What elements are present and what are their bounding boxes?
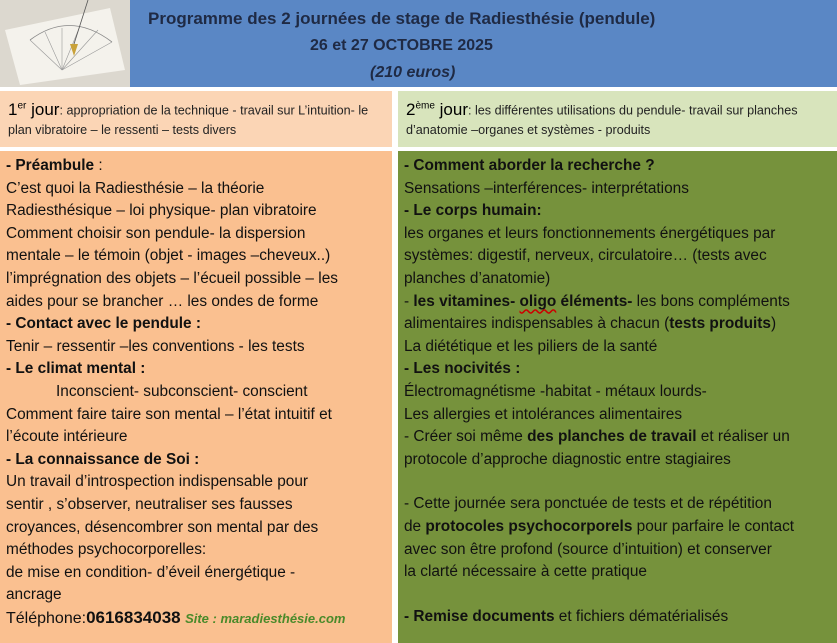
corps-line: systèmes: digestif, nerveux, circulatoire… (tests avec (404, 247, 767, 265)
preambule-line: aides pour se brancher … les ondes de forme (6, 292, 319, 310)
soi-line: croyances, désencombrer son mental par des (6, 518, 319, 536)
contact-info (6, 607, 386, 631)
climat-line: Inconscient- subconscient- conscient (56, 382, 308, 400)
soi-line: ancrage (6, 586, 62, 604)
section-corps-title: - Le corps humain: (404, 202, 542, 220)
spacer (404, 584, 831, 606)
preambule-line: C’est quoi la Radiesthésie – la théorie (6, 179, 265, 197)
soi-line: sentir , s’observer, neutraliser ses fausses (6, 495, 293, 513)
pendulum-chart-image (0, 0, 130, 87)
header-banner (130, 0, 837, 87)
spacer (404, 471, 831, 493)
journee-line: avec son être profond (source d’intuition) et conserver (404, 540, 772, 558)
program-price: (210 euros) (370, 64, 456, 81)
day1-header (0, 91, 392, 147)
journee-line: - Cette journée sera ponctuée de tests et de répétition (404, 495, 772, 513)
section-climat-title: - Le climat mental : (6, 360, 146, 378)
nocivites-line: Les allergies et intolérances alimentaires (404, 405, 683, 423)
contact-line: Tenir – ressentir –les conventions - les tests (6, 337, 305, 355)
remise-line: - Remise documents et fichiers dématérialisés (404, 607, 729, 625)
vitamines-line: - les vitamines- oligo éléments- les bons compléments (404, 292, 790, 310)
section-recherche-title: - Comment aborder la recherche ? (404, 157, 655, 174)
day1-number: 1er jour (8, 99, 60, 119)
climat-line: l’écoute intérieure (6, 428, 128, 446)
corps-line: les organes et leurs fonctionnements énergétiques par (404, 224, 776, 242)
soi-line: Un travail d’introspection indispensable pour (6, 473, 309, 491)
day2-description: : les différentes utilisations du pendule- travail sur planches d’anatomie –organes et systèmes - produits (406, 103, 798, 137)
day2-header (398, 91, 837, 147)
pendulum-chart-icon (0, 0, 130, 87)
day2-number: 2ème jour (406, 99, 468, 119)
preambule-line: Radiesthésique – loi physique- plan vibratoire (6, 202, 317, 220)
section-soi-title: - La connaissance de Soi : (6, 450, 200, 468)
journee-line: de protocoles psychocorporels pour parfaire le contact (404, 517, 795, 535)
planches-line: protocole d’approche diagnostic entre stagiaires (404, 450, 731, 468)
soi-line: méthodes psychocorporelles: (6, 541, 207, 559)
journee-line: la clarté nécessaire à cette pratique (404, 563, 647, 581)
planches-line: - Créer soi même des planches de travail et réaliser un (404, 428, 790, 446)
recherche-line: Sensations –interférences- interprétations (404, 179, 689, 197)
phone-number: 0616834038 (86, 607, 181, 627)
program-title: Programme des 2 journées de stage de Radiesthésie (pendule) (148, 9, 656, 28)
website-link[interactable]: Site : maradiesthésie.com (185, 610, 346, 626)
phone-label: Téléphone: (6, 609, 87, 627)
climat-line: Comment faire taire son mental – l’état intuitif et (6, 405, 332, 423)
vitamines-line: La diététique et les piliers de la santé (404, 337, 658, 355)
preambule-line: l’imprégnation des objets – l’écueil possible – les (6, 269, 338, 287)
day2-content (398, 151, 837, 643)
nocivites-line: Électromagnétisme -habitat - métaux lourds- (404, 382, 707, 400)
day1-content (0, 151, 392, 643)
preambule-line: mentale – le témoin (objet - images –cheveux..) (6, 247, 331, 265)
preambule-line: Comment choisir son pendule- la dispersion (6, 224, 306, 242)
section-contact-title: - Contact avec le pendule : (6, 315, 201, 333)
program-dates: 26 et 27 OCTOBRE 2025 (310, 37, 493, 54)
vitamines-line: alimentaires indispensables à chacun (tests produits) (404, 315, 777, 333)
day1-description: : appropriation de la technique - travail sur L’intuition- le plan vibratoire – le ressenti – tests divers (8, 103, 369, 137)
section-nocivites-title: - Les nocivités : (404, 360, 521, 378)
section-preambule-title: - Préambule : (6, 157, 103, 174)
soi-line: de mise en condition- d’éveil énergétique - (6, 563, 296, 581)
corps-line: planches d’anatomie) (404, 269, 551, 287)
